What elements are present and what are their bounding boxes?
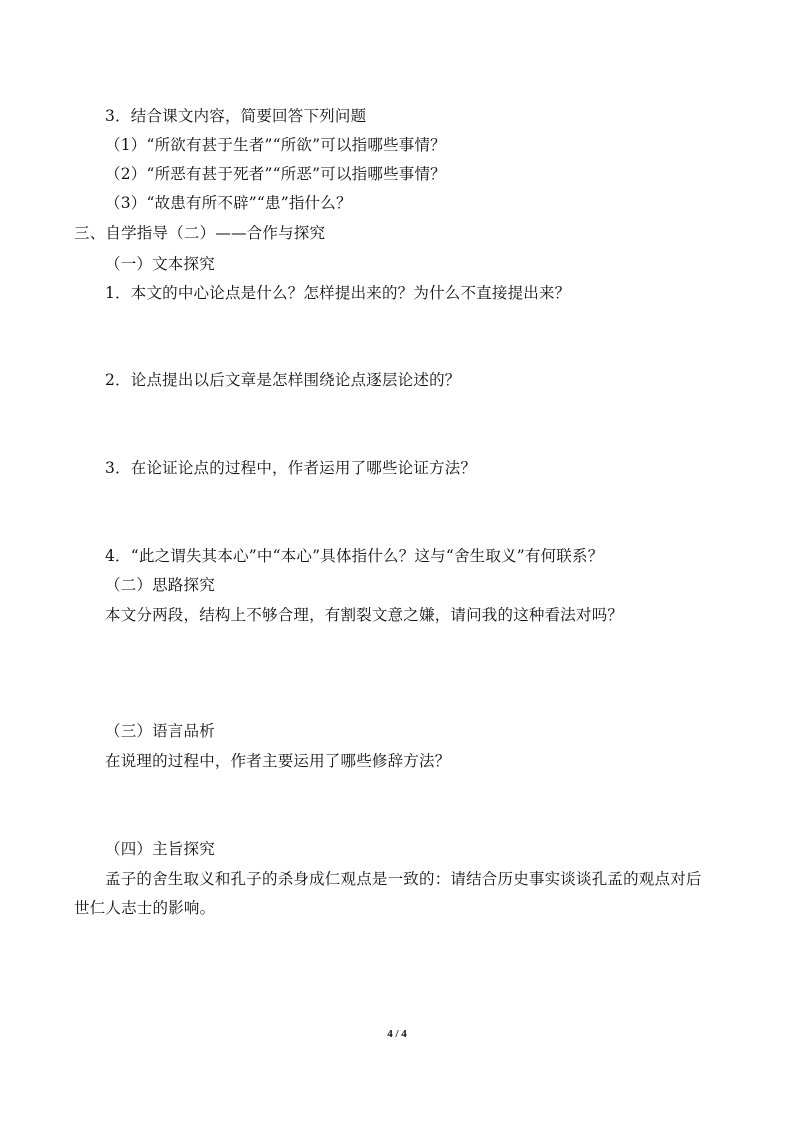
text-inquiry-question-1: 1．本文的中心论点是什么？怎样提出来的？为什么不直接提出来？	[105, 284, 571, 302]
section-3-title: 三、自学指导（二）——合作与探究	[74, 224, 326, 242]
text-inquiry-heading: （一）文本探究	[105, 255, 215, 273]
thought-inquiry-question: 本文分两段，结构上不够合理，有割裂文意之嫌，请问我的这种看法对吗？	[105, 606, 624, 624]
page-number: 4 / 4	[387, 1028, 407, 1040]
theme-inquiry-question-line-2: 世仁人志士的影响。	[74, 899, 216, 917]
question-3-sub-1: （1）“所欲有甚于生者”“所欲”可以指哪些事情？	[105, 136, 446, 154]
text-inquiry-question-2: 2．论点提出以后文章是怎样围绕论点逐层论述的？	[105, 371, 461, 389]
thought-inquiry-heading: （二）思路探究	[105, 576, 215, 594]
text-inquiry-question-4: 4．“此之谓失其本心”中“本心”具体指什么？这与“舍生取义”有何联系？	[105, 547, 604, 565]
question-3-sub-3: （3）“故患有所不辟”“患”指什么？	[105, 194, 352, 212]
question-3-heading: 3．结合课文内容，简要回答下列问题	[105, 107, 367, 125]
question-3-sub-2: （2）“所恶有甚于死者”“所恶”可以指哪些事情？	[105, 165, 446, 183]
language-analysis-heading: （三）语言品析	[105, 722, 215, 740]
text-inquiry-question-3: 3．在论证论点的过程中，作者运用了哪些论证方法？	[105, 459, 477, 477]
theme-inquiry-question-line-1: 孟子的舍生取义和孔子的杀身成仁观点是一致的：请结合历史事实谈谈孔孟的观点对后	[105, 870, 702, 888]
language-analysis-question: 在说理的过程中，作者主要运用了哪些修辞方法？	[105, 752, 451, 770]
theme-inquiry-heading: （四）主旨探究	[105, 840, 215, 858]
